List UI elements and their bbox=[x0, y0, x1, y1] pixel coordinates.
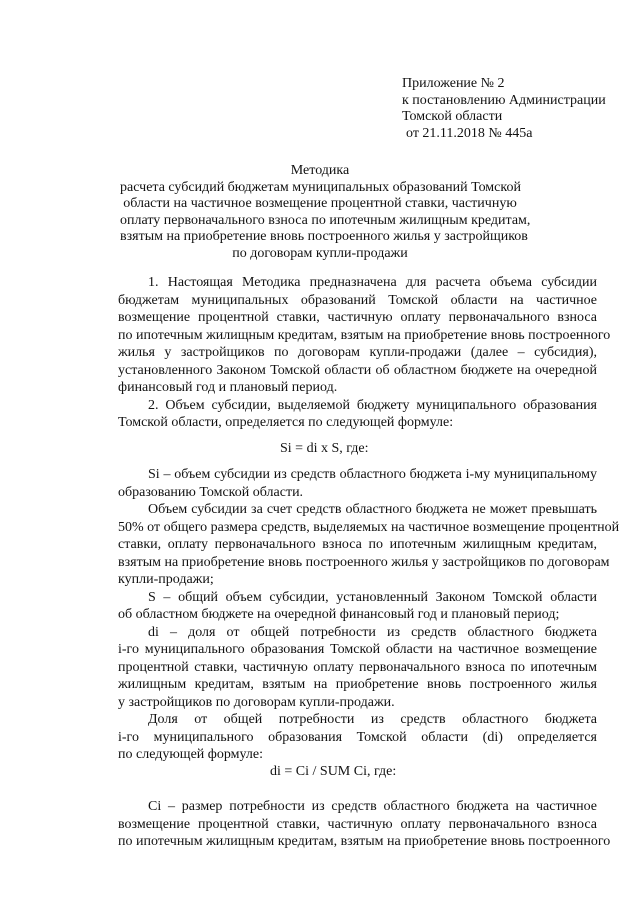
text-line: 1. Настоящая Методика предназначена для расчета объема субсидии bbox=[148, 275, 597, 290]
heading-line: области на частичное возмещение процентной ставки, частичную bbox=[123, 196, 517, 211]
text-line: установленного Законом Томской области об областном бюджете на очередной bbox=[118, 362, 597, 378]
appendix-resolution: к постановлению Администрации bbox=[402, 92, 606, 108]
text-line: по ипотечным жилищным кредитам, взятым на приобретение вновь построенного bbox=[118, 834, 611, 849]
appendix-number: Приложение № 2 bbox=[402, 76, 505, 91]
text-line: по ипотечным жилищным кредитам, взятым на приобретение вновь построенного bbox=[118, 327, 611, 343]
text-line: Томской области, определяется по следующей формуле: bbox=[118, 415, 454, 430]
heading-line: взятым на приобретение вновь построенного жилья у застройщиков bbox=[120, 229, 528, 244]
text-line: di – доля от общей потребности из средств областного бюджета bbox=[148, 624, 597, 640]
document-title: Методика bbox=[290, 163, 350, 178]
text-line: Доля от общей потребности из средств областного бюджета bbox=[148, 712, 597, 727]
text-line: возмещение процентной ставки, частичную оплату первоначального взноса bbox=[118, 310, 597, 325]
paragraph-defs bbox=[118, 466, 620, 764]
text-line: бюджетам муниципальных образований Томской области на частичное bbox=[118, 292, 597, 308]
text-line: жилья у застройщиков по договорам купли-продажи (далее – субсидия), bbox=[118, 345, 597, 360]
heading-line: по договорам купли-продажи bbox=[232, 245, 408, 261]
text-line: взятым на приобретение вновь построенного жилья у застройщиков по договорам bbox=[118, 554, 610, 570]
text-line: i-го муниципального образования Томской области (di) определяется bbox=[118, 729, 597, 745]
appendix-header bbox=[402, 76, 622, 142]
text-line: Ci – размер потребности из средств областного бюджета на частичное bbox=[148, 799, 597, 814]
text-line: по следующей формуле: bbox=[118, 747, 263, 762]
paragraph-ci bbox=[118, 798, 611, 851]
text-line: S – общий объем субсидии, установленный Законом Томской области bbox=[148, 589, 597, 605]
appendix-date: от 21.11.2018 № 445а bbox=[406, 125, 533, 141]
appendix-region: Томской области bbox=[402, 109, 503, 124]
formula-si: Si = di x S, где: bbox=[280, 441, 369, 456]
text-line: жилищным кредитам, взятым на приобретение вновь построенного жилья bbox=[118, 677, 597, 692]
text-line: финансовый год и плановый период. bbox=[118, 380, 338, 395]
text-line: 50% от общего размера средств, выделяемых на частичное возмещение процентной bbox=[118, 519, 620, 535]
heading-line: оплату первоначального взноса по ипотечным жилищным кредитам, bbox=[120, 212, 531, 228]
text-line: купли-продажи; bbox=[118, 572, 214, 587]
text-line: Объем субсидии за счет средств областного бюджета не может превышать bbox=[148, 502, 597, 517]
text-line: об областном бюджете на очередной финансовый год и плановый период; bbox=[118, 607, 560, 622]
text-line: 2. Объем субсидии, выделяемой бюджету муниципального образования bbox=[148, 397, 597, 413]
paragraph-1 bbox=[118, 274, 611, 432]
text-line: образованию Томской области. bbox=[118, 484, 304, 500]
text-line: ставки, оплату первоначального взноса по ипотечным жилищным кредитам, bbox=[118, 537, 597, 552]
text-line: возмещение процентной ставки, частичную оплату первоначального взноса bbox=[118, 816, 597, 832]
formula-di: di = Ci / SUM Ci, где: bbox=[270, 764, 397, 779]
text-line: процентной ставки, частичную оплату первоначального взноса по ипотечным bbox=[118, 659, 597, 675]
text-line: у застройщиков по договорам купли-продажи. bbox=[118, 694, 395, 710]
document-heading bbox=[120, 163, 531, 262]
text-line: Si – объем субсидии из средств областного бюджета i-му муниципальному bbox=[148, 467, 597, 482]
text-line: i-го муниципального образования Томской области на частичное возмещение bbox=[118, 642, 597, 657]
heading-line: расчета субсидий бюджетам муниципальных образований Томской bbox=[120, 179, 521, 195]
